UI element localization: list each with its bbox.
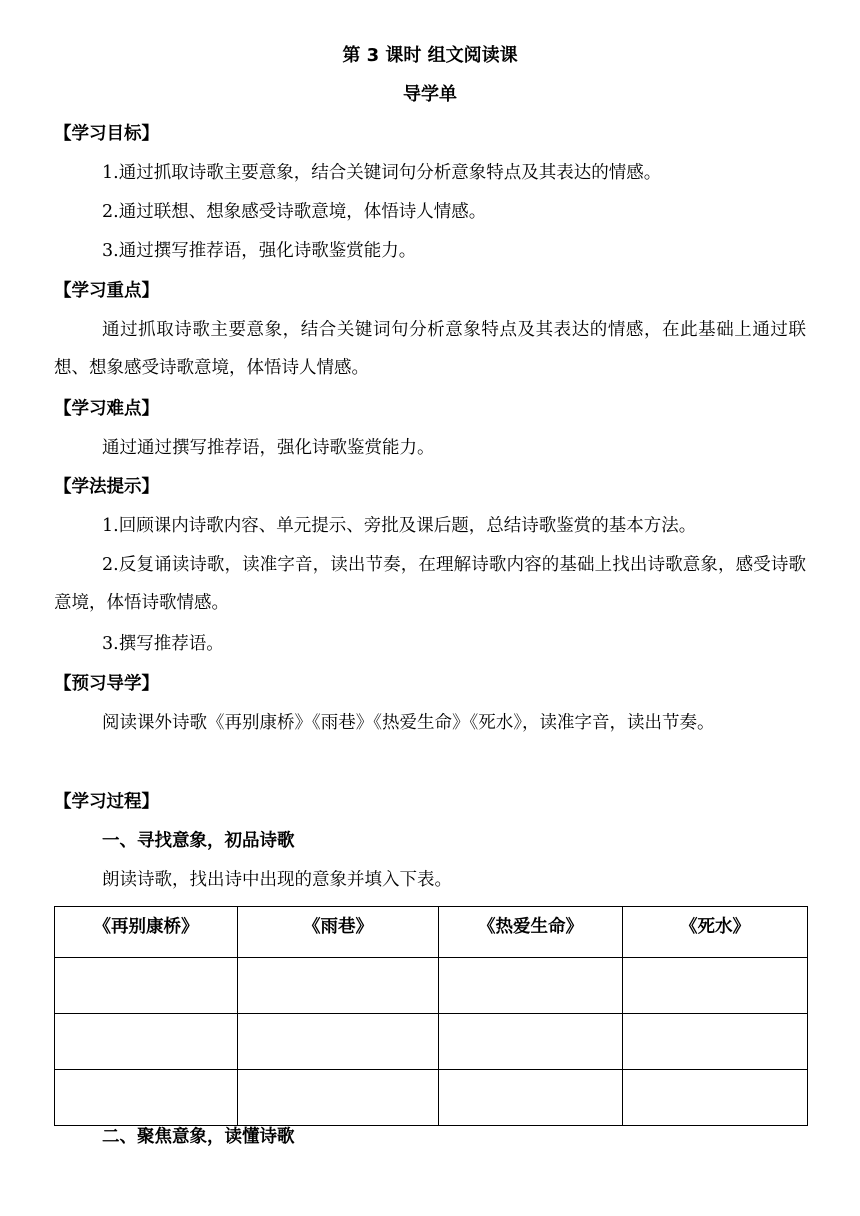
page-subtitle: 导学单: [403, 84, 457, 105]
table-header-cell: 《雨巷》: [238, 907, 439, 958]
table-blank-cell[interactable]: [439, 1014, 623, 1070]
table-blank-cell[interactable]: [55, 1014, 238, 1070]
step1-instruction: 朗读诗歌，找出诗中出现的意象并填入下表。: [102, 870, 452, 890]
preview-text: 阅读课外诗歌《再别康桥》《雨巷》《热爱生命》《死水》，读准字音，读出节奏。: [102, 713, 715, 733]
key-points-heading: 【学习重点】: [54, 281, 159, 301]
table-blank-cell[interactable]: [439, 958, 623, 1014]
objective-item-2: 2.通过联想、想象感受诗歌意境，体悟诗人情感。: [102, 202, 487, 222]
step1-title: 一、寻找意象，初品诗歌: [102, 831, 295, 851]
difficulties-text: 通过通过撰写推荐语，强化诗歌鉴赏能力。: [102, 438, 435, 458]
table-header-cell: 《再别康桥》: [55, 907, 238, 958]
step2-title: 二、聚焦意象，读懂诗歌: [102, 1127, 295, 1147]
table-row: [55, 1014, 808, 1070]
table-header-row: [55, 907, 808, 958]
table-blank-cell[interactable]: [623, 1014, 808, 1070]
table-header-cell: 《死水》: [623, 907, 808, 958]
table-blank-cell[interactable]: [623, 1070, 808, 1126]
page-title: 第 3 课时 组文阅读课: [342, 45, 518, 66]
method-tip-3: 3.撰写推荐语。: [102, 634, 224, 654]
process-heading: 【学习过程】: [54, 792, 159, 812]
method-tips-heading: 【学法提示】: [54, 477, 159, 497]
preview-heading: 【预习导学】: [54, 674, 159, 694]
table-header-cell: 《热爱生命》: [439, 907, 623, 958]
table-blank-cell[interactable]: [238, 1014, 439, 1070]
method-tip-2: 2.反复诵读诗歌，读准字音，读出节奏，在理解诗歌内容的基础上找出诗歌意象，感受诗歌意境，体悟诗歌情感。: [54, 555, 806, 613]
table-blank-cell[interactable]: [238, 958, 439, 1014]
table-blank-cell[interactable]: [439, 1070, 623, 1126]
table-blank-cell[interactable]: [238, 1070, 439, 1126]
table-row: [55, 958, 808, 1014]
table-blank-cell[interactable]: [55, 1070, 238, 1126]
objectives-heading: 【学习目标】: [54, 124, 159, 144]
table-blank-cell[interactable]: [55, 958, 238, 1014]
table-row: [55, 1070, 808, 1126]
imagery-table: [54, 906, 808, 1126]
table-blank-cell[interactable]: [623, 958, 808, 1014]
objective-item-1: 1.通过抓取诗歌主要意象，结合关键词句分析意象特点及其表达的情感。: [102, 163, 662, 183]
difficulties-heading: 【学习难点】: [54, 399, 159, 419]
objective-item-3: 3.通过撰写推荐语，强化诗歌鉴赏能力。: [102, 241, 417, 261]
key-points-text: 通过抓取诗歌主要意象，结合关键词句分析意象特点及其表达的情感，在此基础上通过联想、想象感受诗歌意境，体悟诗人情感。: [54, 320, 806, 378]
method-tip-1: 1.回顾课内诗歌内容、单元提示、旁批及课后题，总结诗歌鉴赏的基本方法。: [102, 516, 697, 536]
